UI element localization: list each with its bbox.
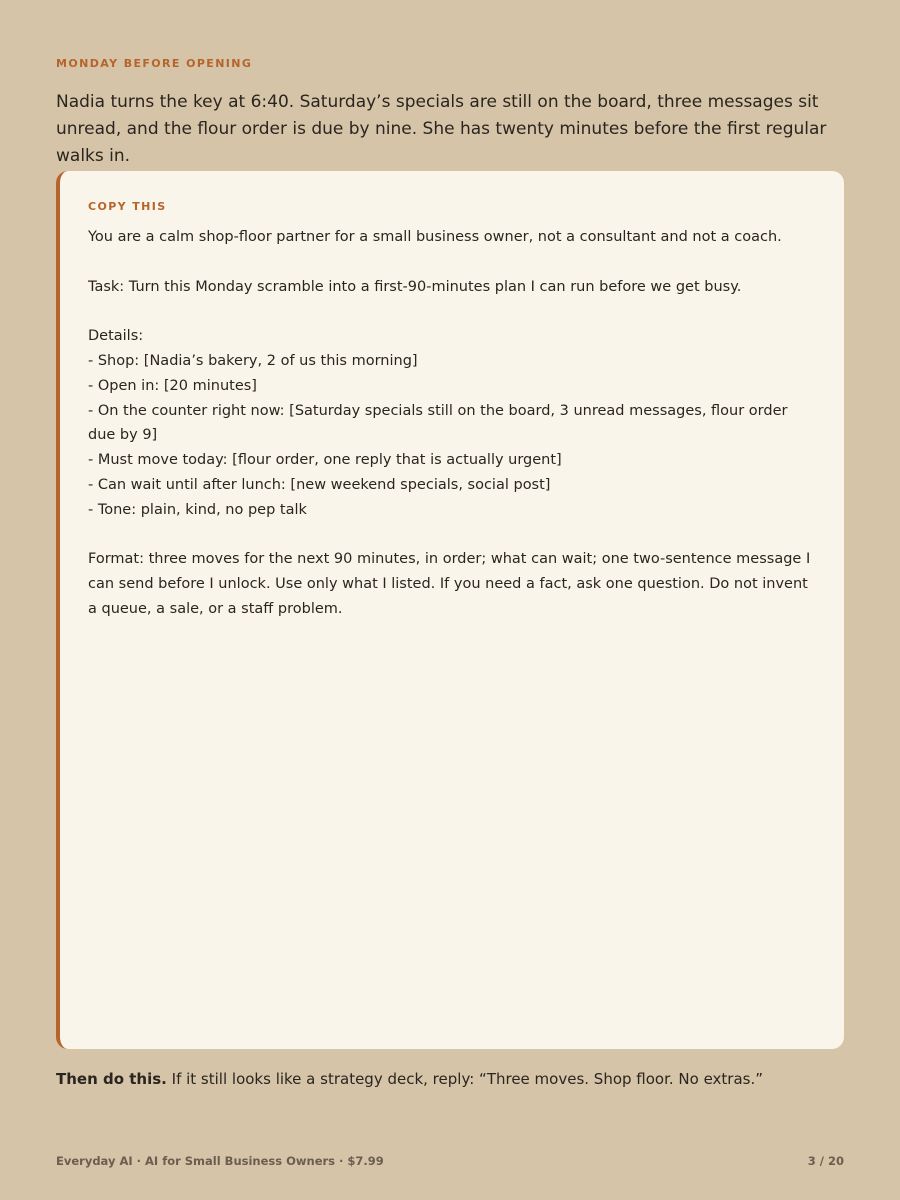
card-eyebrow: COPY THIS: [88, 200, 167, 213]
page: [56, 0, 844, 1200]
footer-title: Everyday AI · AI for Small Business Owners · $7.99: [56, 1154, 384, 1168]
followup-paragraph: [56, 1067, 844, 1091]
intro-paragraph: Nadia turns the key at 6:40. Saturday’s specials are still on the board, three messages sit unread, and the flour order is due by nine. She has twenty minutes before the first regular walks in.: [56, 92, 827, 166]
page-number: 3 / 20: [807, 1154, 844, 1168]
prompt-card: [56, 171, 844, 1049]
followup-text: If it still looks like a strategy deck, reply: “Three moves. Shop floor. No extras.”: [166, 1070, 764, 1088]
followup-lead: Then do this.: [56, 1070, 167, 1088]
prompt-text[interactable]: You are a calm shop-floor partner for a small business owner, not a consultant and not a coach. Task: Turn this Monday scramble into a first-90-minutes plan I can run before we get busy. Details: - Shop: [Nadia’s bakery, 2 of us this morning] - Open in: [20 minutes] - On the counter right now: [Saturday specials still on the board, 3 unread messages, flour order due by 9] - Must move today: [flour order, one reply that is actually urgent] - Can wait until after lunch: [new weekend specials, social post] - Tone: plain, kind, no pep talk Format: three moves for the next 90 minutes, in order; what can wait; one two-sentence message I can send before I unlock. Use only what I listed. If you need a fact, ask one question. Do not invent a queue, a sale, or a staff problem.: [88, 229, 811, 617]
section-eyebrow: MONDAY BEFORE OPENING: [56, 57, 253, 70]
